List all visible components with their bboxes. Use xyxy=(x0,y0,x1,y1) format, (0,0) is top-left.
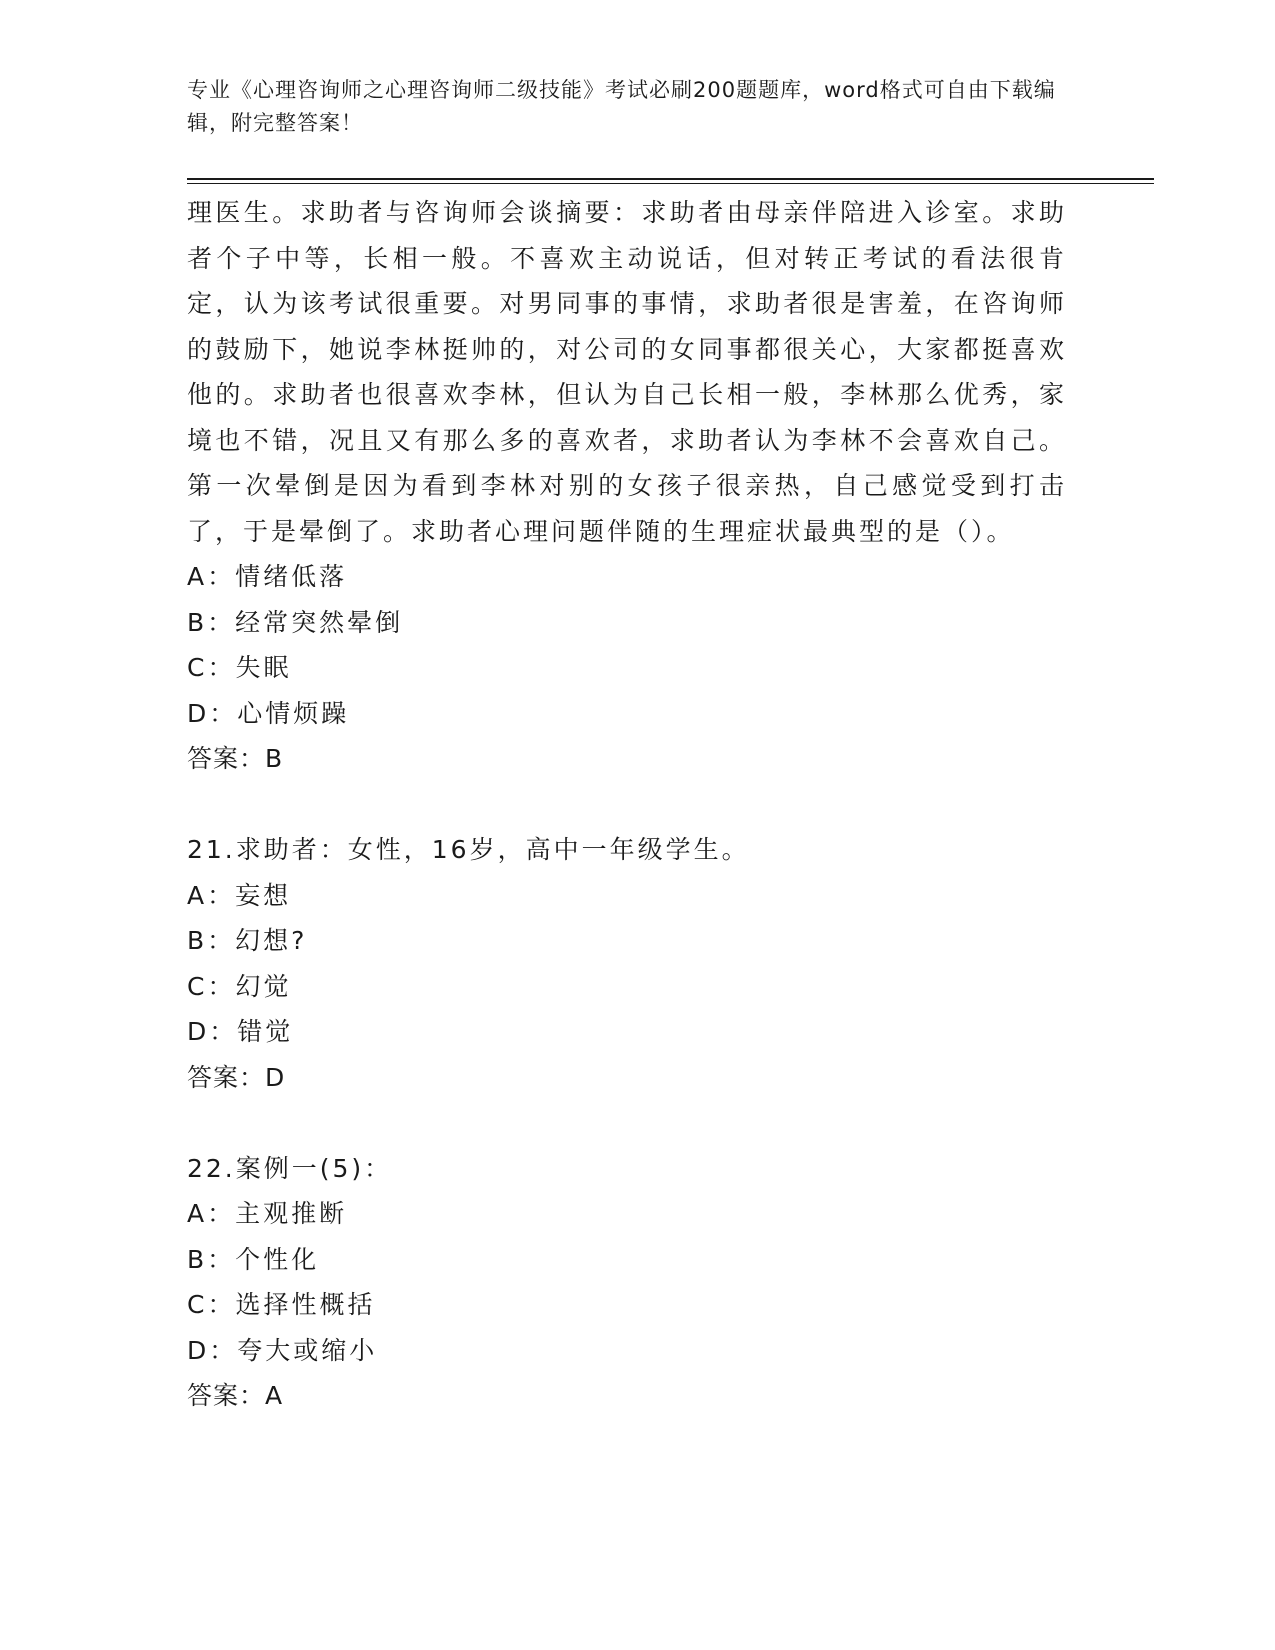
question-22-option-d: D：夸大或缩小 xyxy=(187,1335,378,1365)
spacer xyxy=(187,1100,1067,1146)
question-21-options xyxy=(187,873,1067,1055)
question-22-option-c: C：选择性概括 xyxy=(187,1290,376,1319)
question-21-title: 21.求助者：女性，16岁，高中一年级学生。 xyxy=(187,835,750,864)
question-21-option-c: C：幻觉 xyxy=(187,971,292,1001)
question-21-answer: 答案：D xyxy=(187,1062,286,1092)
question-22-title: 22.案例一(5)： xyxy=(187,1153,393,1183)
question-22-answer: 答案：A xyxy=(187,1381,284,1410)
question-22-option-a: A：主观推断 xyxy=(187,1199,348,1228)
question-22-option-b: B：个性化 xyxy=(187,1244,320,1274)
question-20-option-b: B：经常突然晕倒 xyxy=(187,607,404,637)
question-20-option-d: D：心情烦躁 xyxy=(187,698,350,728)
document-header: 专业《心理咨询师之心理咨询师二级技能》考试必刷200题题库，word格式可自由下载编辑，附完整答案！ xyxy=(187,78,1056,135)
question-20-option-c: C：失眠 xyxy=(187,653,292,682)
question-20-passage: 理医生。求助者与咨询师会谈摘要：求助者由母亲伴陪进入诊室。求助者个子中等，长相一般。不喜欢主动说话，但对转正考试的看法很肯定，认为该考试很重要。对男同事的事情，求助者很是害羞，在咨询师的鼓励下，她说李林挺帅的，对公司的女同事都很关心，大家都挺喜欢他的。求助者也很喜欢李林，但认为自己长相一般，李林那么优秀，家境也不错，况且又有那么多的喜欢者，求助者认为李林不会喜欢自己。第一次晕倒是因为看到李林对别的女孩子很亲热，自己感觉受到打击了，于是晕倒了。求助者心理问题伴随的生理症状最典型的是（）。 xyxy=(187,198,1067,546)
question-20-option-a: A：情绪低落 xyxy=(187,562,348,591)
document-body xyxy=(187,190,1067,1419)
header-divider-thin xyxy=(187,183,1154,184)
question-21-option-a: A：妄想 xyxy=(187,880,292,910)
question-21-option-b: B：幻想? xyxy=(187,926,308,955)
spacer xyxy=(187,782,1067,828)
question-20-answer: 答案：B xyxy=(187,744,284,773)
question-22-options xyxy=(187,1191,1067,1373)
header-divider-thick xyxy=(187,178,1154,180)
question-20-options xyxy=(187,554,1067,736)
question-21-option-d: D：错觉 xyxy=(187,1017,294,1046)
